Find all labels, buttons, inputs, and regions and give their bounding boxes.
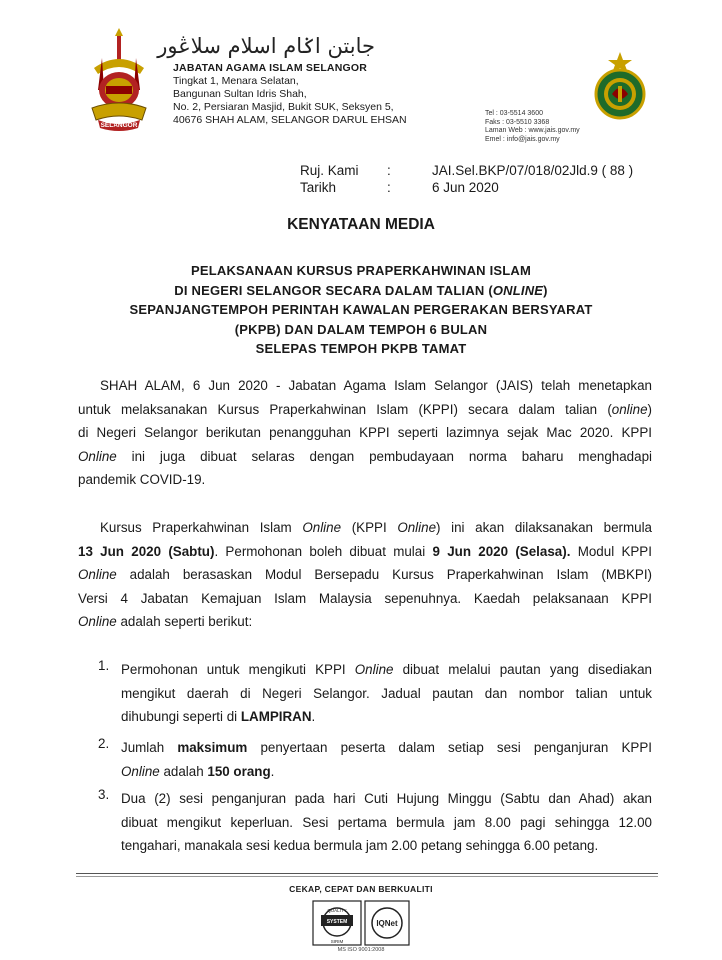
heading-line-3: SEPANJANGTEMPOH PERINTAH KAWALAN PERGERAKAN BERSYARAT — [129, 302, 593, 318]
paragraph-1 — [78, 374, 652, 492]
list-item-line: tengahari, manakala sesi kedua bermula jam 2.00 petang sehingga 6.00 petang. — [121, 838, 599, 853]
list-item-line: Online adalah 150 orang. — [121, 763, 275, 779]
list-item — [121, 736, 652, 783]
contact-tel: Tel : 03-5514 3600 — [485, 110, 543, 117]
footer-rule — [76, 873, 658, 874]
date-colon: : — [387, 180, 391, 195]
jais-emblem-logo — [588, 52, 652, 120]
iqnet-logo — [364, 900, 410, 946]
certification-caption: MS ISO 9001:2008 — [337, 947, 385, 953]
date-value: 6 Jun 2020 — [432, 180, 499, 195]
sirim-quality-logo — [312, 900, 362, 946]
address-line-3: No. 2, Persiaran Masjid, Bukit SUK, Seksyen 5, — [173, 101, 394, 113]
ref-colon: : — [387, 163, 391, 178]
list-item — [121, 787, 652, 858]
list-item-number: 3. — [98, 787, 110, 802]
list-item-line: mengikut daerah di Negeri Selangor. Jadual pautan dan nombor talian untuk — [121, 685, 652, 701]
address-line-4: 40676 SHAH ALAM, SELANGOR DARUL EHSAN — [173, 114, 407, 126]
paragraph-1-line: SHAH ALAM, 6 Jun 2020 - Jabatan Agama Islam Selangor (JAIS) telah menetapkan — [100, 378, 652, 393]
contact-email: Emel : info@jais.gov.my — [485, 135, 560, 143]
list-item — [121, 658, 652, 729]
department-name: JABATAN AGAMA ISLAM SELANGOR — [173, 62, 368, 74]
ref-label: Ruj. Kami — [300, 163, 359, 178]
list-item-line: dihubungi seperti di LAMPIRAN. — [121, 709, 316, 724]
selangor-crest-logo — [88, 28, 150, 134]
contact-web: Laman Web : www.jais.gov.my — [485, 127, 580, 135]
heading-line-1: PELAKSANAAN KURSUS PRAPERKAHWINAN ISLAM — [190, 263, 532, 278]
list-item-line: dibuat mengikut keperluan. Sesi pertama bermula jam 8.00 pagi sehingga 12.00 — [121, 814, 652, 830]
cert-sirim-text: SIRIM — [330, 939, 344, 944]
iqnet-text: IQNet — [376, 919, 398, 928]
paragraph-1-line: Online ini juga dibuat selaras dengan pembudayaan norma baharu menghadapi — [78, 448, 652, 464]
department-name-jawi: جابتن اݢام اسلام سلاڠور — [157, 34, 375, 58]
contact-fax: Faks : 03-5510 3368 — [485, 118, 550, 126]
heading-line-5: SELEPAS TEMPOH PKPB TAMAT — [255, 341, 467, 357]
heading-line-2: DI NEGERI SELANGOR SECARA DALAM TALIAN (ONLINE) — [174, 282, 548, 298]
paragraph-2-line: Online adalah seperti berikut: — [78, 614, 253, 629]
paragraph-1-line: untuk melaksanakan Kursus Praperkahwinan Islam (KPPI) secara dalam talian (online) — [78, 401, 652, 417]
address-line-2: Bangunan Sultan Idris Shah, — [173, 88, 307, 100]
heading-line-4: (PKPB) DAN DALAM TEMPOH 6 BULAN — [234, 321, 488, 337]
date-label: Tarikh — [300, 180, 337, 195]
cert-quality-text: QUALITY — [327, 908, 347, 913]
document-heading — [0, 261, 722, 359]
paragraph-1-line: di Negeri Selangor berikutan penangguhan KPPI seperti lazimnya sejak Mac 2020. KPPI — [78, 425, 652, 440]
contact-block — [485, 110, 580, 144]
footer-rule-secondary — [76, 876, 658, 877]
address-line-1: Tingkat 1, Menara Selatan, — [173, 75, 299, 87]
paragraph-2-line: Kursus Praperkahwinan Islam Online (KPPI Online) ini akan dilaksanakan bermula — [100, 520, 652, 535]
paragraph-1-line: pandemik COVID-19. — [78, 472, 206, 487]
paragraph-2-line: Online adalah berasaskan Modul Bersepadu Kursus Praperkahwinan Islam (MBKPI) — [78, 567, 652, 582]
paragraph-2 — [78, 516, 652, 634]
list-item-number: 2. — [98, 736, 110, 751]
ref-value: JAI.Sel.BKP/07/018/02Jld.9 ( 88 ) — [432, 163, 634, 178]
paragraph-2-line: 13 Jun 2020 (Sabtu). Permohonan boleh dibuat mulai 9 Jun 2020 (Selasa). Modul KPPI — [78, 543, 652, 559]
cert-system-text: SYSTEM — [326, 919, 348, 925]
list-item-line: Jumlah maksimum penyertaan peserta dalam setiap sesi penganjuran KPPI — [121, 740, 653, 755]
paragraph-2-line: Versi 4 Jabatan Kemajuan Islam Malaysia sepenuhnya. Kaedah pelaksanaan KPPI — [78, 590, 652, 606]
document-title: KENYATAAN MEDIA — [287, 216, 435, 233]
footer-motto: CEKAP, CEPAT DAN BERKUALITI — [289, 884, 433, 894]
list-item-line: Permohonan untuk mengikuti KPPI Online dibuat melalui pautan yang disediakan — [121, 662, 652, 677]
crest-label: SELANGOR — [100, 122, 138, 129]
list-item-number: 1. — [98, 658, 110, 673]
list-item-line: Dua (2) sesi penganjuran pada hari Cuti Hujung Minggu (Sabtu dan Ahad) akan — [121, 791, 652, 806]
